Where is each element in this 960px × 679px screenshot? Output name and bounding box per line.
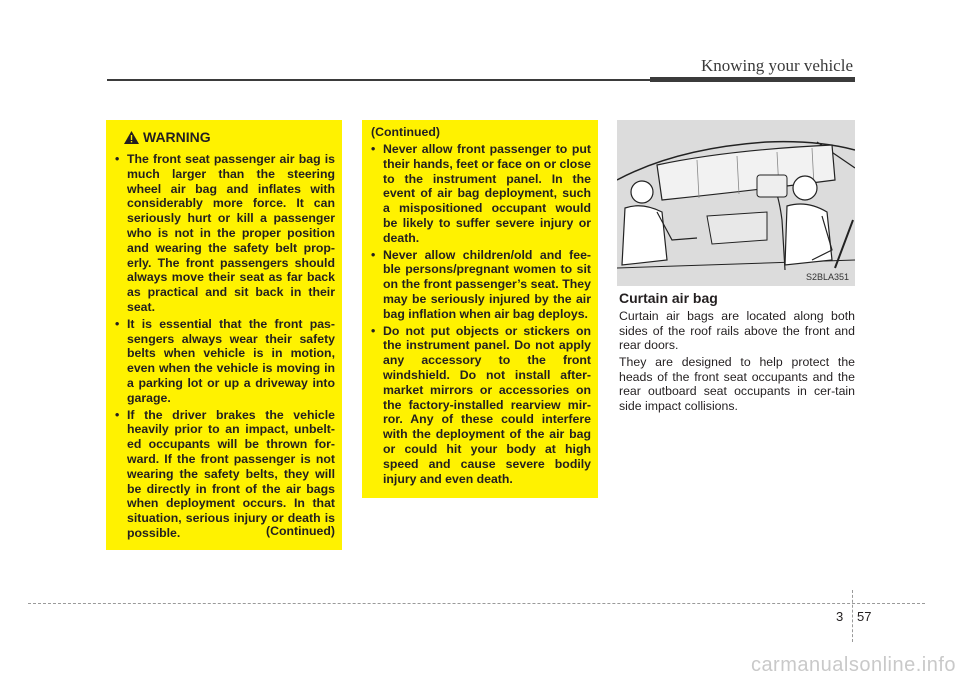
warning-list [114,152,335,543]
header-rule-accent [650,77,855,82]
warning-item: • The front seat passenger air bag is much larger than the steering wheel air bag and inflates with considerably more force. It can seriously hurt or kill a passenger who is not in the proper position and wearing the safety belt prop-erly. The front passengers should always move their seat as far back as practical and sit back in their seat. [114,152,335,315]
body-paragraph: They are designed to help protect the heads of the front seat occupants and the rear outboard seat occupants in cer-tain side impact collisions. [619,355,855,413]
page-number: 57 [857,609,872,624]
warning-item: • Do not put objects or stickers on the instrument panel. Do not apply any accessory to the front windshield. Do not install after-market mirrors or accessories on the factory-installed rearview mir-ror. Any of these could interfere with the deployment of the air bag or could hit your body at high speed and cause severe bodily injury and even death. [370,324,591,487]
car-interior-drawing [617,120,855,286]
section-title: Curtain air bag [619,290,718,306]
figure-code: S2BLA351 [805,272,849,282]
chapter-number: 3 [836,609,844,624]
warning-item: • If the driver brakes the vehicle heavily prior to an impact, unbelt-ed occupants will be thrown for-ward. If the front passenger is not wearing the safety belts, they will be directly in front of the air bags when deployment occurs. In that situation, serious injury or death is possible. [114,408,335,541]
warning-label: WARNING [143,129,211,145]
warning-item: • It is essential that the front pas-sengers always wear their safety belts when vehicle is in motion, even when the vehicle is moving in a parking lot or up a driveway into garage. [114,317,335,406]
warning-list [370,142,591,488]
warning-triangle-icon [124,131,139,144]
body-paragraph: Curtain air bags are located along both sides of the roof rails above the front and rear doors. [619,309,855,353]
warning-item: • Never allow front passenger to put their hands, feet or face on or close to the instrument panel. In the event of air bag deployment, such a mispositioned occupant would be likely to suffer severe injury or death. [370,142,591,246]
watermark: carmanualsonline.info [750,654,956,676]
continued-label: (Continued) [266,524,335,539]
continued-label: (Continued) [371,125,440,139]
footer-rule [28,603,925,604]
page-number-separator [852,590,853,642]
warning-box-continued [362,120,598,498]
warning-item: • Never allow children/old and fee-ble persons/pregnant women to sit on the front passenger’s seat. They may be seriously injured by the air bag inflation when air bag deploys. [370,248,591,322]
warning-heading [124,130,211,145]
page-header-title: Knowing your vehicle [700,56,853,75]
warning-box [106,120,342,550]
curtain-airbag-illustration [617,120,855,286]
